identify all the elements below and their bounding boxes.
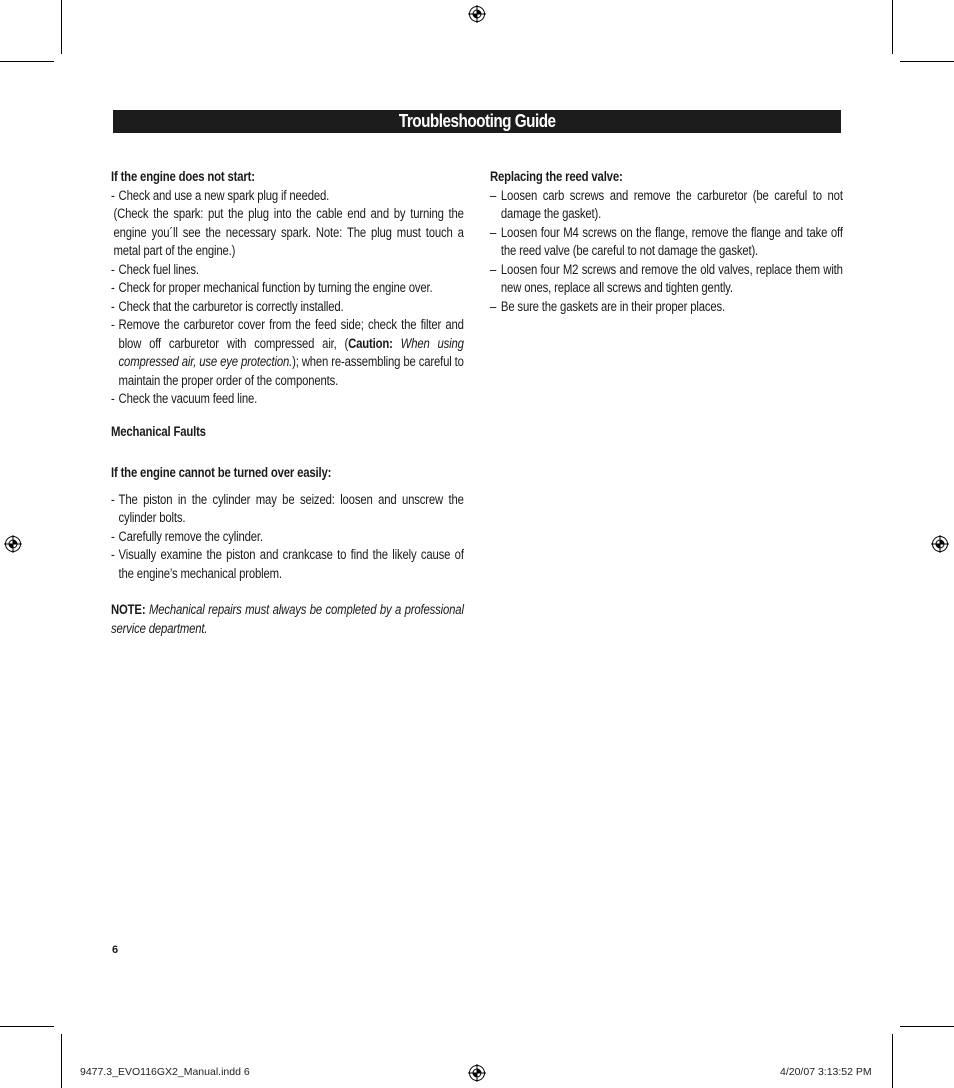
note-text: Mechanical repairs must always be completed by a professional service department. <box>111 602 464 636</box>
crop-mark <box>900 1026 954 1027</box>
list-dash: - <box>111 280 115 295</box>
note-paragraph <box>111 601 464 638</box>
list-dash: - <box>111 317 115 332</box>
list-dash: – <box>490 298 497 314</box>
registration-mark-icon <box>468 1064 486 1082</box>
slug-timestamp: 4/20/07 3:13:52 PM <box>780 1066 872 1078</box>
list-dash: - <box>111 261 115 277</box>
list-item-text: (Check the spark: put the plug into the cable end and by turning the engine you´ll see the necessary spark. Note: The plug must touch a metal part of the engine.) <box>113 206 464 258</box>
list-item <box>111 491 464 528</box>
list-item <box>111 261 464 280</box>
right-column <box>490 168 843 316</box>
list-item <box>111 528 464 547</box>
crop-mark <box>892 0 893 54</box>
list-item <box>111 205 464 261</box>
list-item-text: The piston in the cylinder may be seized: loosen and unscrew the cylinder bolts. <box>118 491 464 525</box>
list-item-text: Carefully remove the cylinder. <box>118 528 263 544</box>
list-dash: – <box>490 224 497 240</box>
left-column <box>111 168 464 638</box>
page-number: 6 <box>112 944 119 956</box>
crop-mark <box>892 1034 893 1088</box>
list-dash: - <box>111 547 115 562</box>
slug-filename: 9477.3_EVO116GX2_Manual.indd 6 <box>80 1066 250 1078</box>
crop-mark <box>900 61 954 62</box>
caution-label: Caution: <box>348 335 393 351</box>
list-dash: - <box>111 528 115 544</box>
list-item <box>490 187 843 224</box>
crop-mark <box>0 61 54 62</box>
crop-mark <box>61 0 62 54</box>
list-dash: – <box>490 187 497 203</box>
list-item-text: Loosen four M4 screws on the flange, remove the flange and take off the reed valve (be careful to not damage the gasket). <box>500 224 843 258</box>
list-item-text: Check that the carburetor is correctly installed. <box>118 298 344 314</box>
right-column-content <box>490 168 843 316</box>
list-item <box>111 298 464 317</box>
registration-mark-icon <box>468 5 486 23</box>
list-item-text: Check fuel lines. <box>118 261 199 277</box>
crop-mark <box>0 1026 54 1027</box>
list-item-text: Check the vacuum feed line. <box>118 391 258 406</box>
section-heading-mechanical-faults: Mechanical Faults <box>111 423 206 439</box>
list-dash: - <box>111 298 115 314</box>
list-item <box>490 298 843 317</box>
list-dash: - <box>111 491 115 507</box>
caution-text: When using compressed air, use eye protection. <box>118 335 464 369</box>
list-item-text: Remove the carburetor cover from the feed side; check the filter and blow off carburetor with compressed air, ( <box>118 317 464 351</box>
section-heading-engine-not-start: If the engine does not start: <box>111 169 255 184</box>
list-item-text: Loosen four M2 screws and remove the old valves, replace them with new ones, replace all screws and tighten gently. <box>500 261 843 295</box>
list-item <box>111 316 464 390</box>
list-item <box>490 261 843 298</box>
left-column-content <box>111 168 464 638</box>
list-item-text: Visually examine the piston and crankcase to find the likely cause of the engine’s mechanical problem. <box>118 547 464 581</box>
list-item-text: Check for proper mechanical function by turning the engine over. <box>118 280 433 295</box>
list-item-text: Check and use a new spark plug if needed. <box>118 187 330 203</box>
list-dash: - <box>111 187 115 203</box>
note-label: NOTE: <box>111 602 146 617</box>
list-dash: - <box>111 391 115 406</box>
page-title: Troubleshooting Guide <box>398 111 556 131</box>
list-item <box>111 187 464 206</box>
list-item-text: Be sure the gaskets are in their proper places. <box>500 298 726 314</box>
list-item-text: ); when re-assembling be careful to maintain the proper order of the components. <box>118 354 464 388</box>
page-title-bar <box>113 110 841 133</box>
section-heading-reed-valve: Replacing the reed valve: <box>490 169 623 184</box>
list-item <box>111 546 464 583</box>
list-item <box>490 224 843 261</box>
list-item <box>111 279 464 298</box>
list-dash: – <box>490 261 497 277</box>
list-item-text: Loosen carb screws and remove the carburetor (be careful to not damage the gasket). <box>500 187 843 221</box>
list-item <box>111 390 464 409</box>
section-heading-cannot-turn-over: If the engine cannot be turned over easily: <box>111 465 332 480</box>
registration-mark-icon <box>4 535 22 553</box>
registration-mark-icon <box>931 535 949 553</box>
crop-mark <box>61 1034 62 1088</box>
